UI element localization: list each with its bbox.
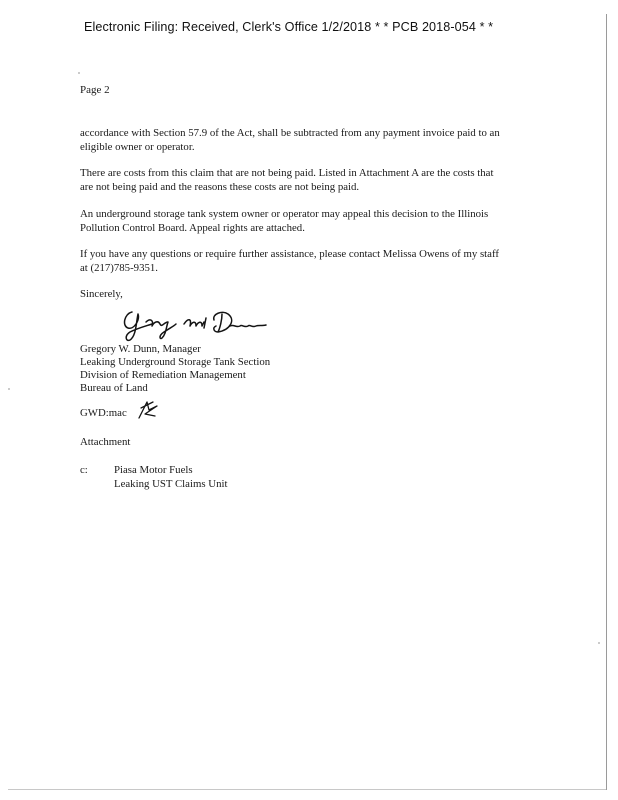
page-number: Page 2 — [80, 84, 110, 96]
signer-name: Gregory W. Dunn, Manager — [80, 343, 201, 355]
paragraph-contact — [80, 248, 540, 275]
paragraph-line: If you have any questions or require further assistance, please contact Melissa Owens of my staff — [80, 248, 499, 260]
paragraph-line: are not being paid and the reasons these costs are not being paid. — [80, 180, 360, 193]
signer-division: Division of Remediation Management — [80, 369, 246, 381]
signer-section: Leaking Underground Storage Tank Section — [80, 356, 271, 368]
paragraph-line: eligible owner or operator. — [80, 140, 195, 153]
signer-bureau: Bureau of Land — [80, 382, 148, 394]
cc-recipient-list — [114, 464, 227, 491]
paragraph-line: accordance with Section 57.9 of the Act, shall be subtracted from any payment invoice paid to an — [80, 127, 500, 139]
electronic-filing-stamp: Electronic Filing: Received, Clerk's Office 1/2/2018 * * PCB 2018-054 * * — [84, 20, 494, 34]
paragraph-line: at (217)785-9351. — [80, 261, 158, 274]
reference-initials: GWD:mac — [80, 407, 127, 419]
paragraph-appeal — [80, 208, 540, 235]
paragraph-line: An underground storage tank system owner or operator may appeal this decision to the Illinois — [80, 208, 489, 220]
salutation: Sincerely, — [80, 288, 123, 300]
scan-speck — [598, 642, 600, 644]
cc-recipient: Piasa Motor Fuels — [114, 464, 193, 476]
scan-speck — [78, 72, 80, 74]
paragraph-deduction — [80, 127, 540, 154]
cc-recipient: Leaking UST Claims Unit — [114, 477, 228, 490]
cc-label: c: — [80, 464, 88, 476]
paragraph-line: There are costs from this claim that are not being paid. Listed in Attachment A are the costs that — [80, 167, 494, 179]
handwritten-signature — [118, 302, 268, 344]
page-right-edge — [606, 14, 607, 790]
paragraph-unpaid-costs — [80, 167, 540, 194]
handwritten-initials — [135, 398, 159, 420]
paragraph-line: Pollution Control Board. Appeal rights are attached. — [80, 221, 305, 234]
enclosure-note: Attachment — [80, 436, 131, 448]
scan-speck — [8, 388, 10, 390]
page-bottom-edge — [8, 789, 606, 790]
